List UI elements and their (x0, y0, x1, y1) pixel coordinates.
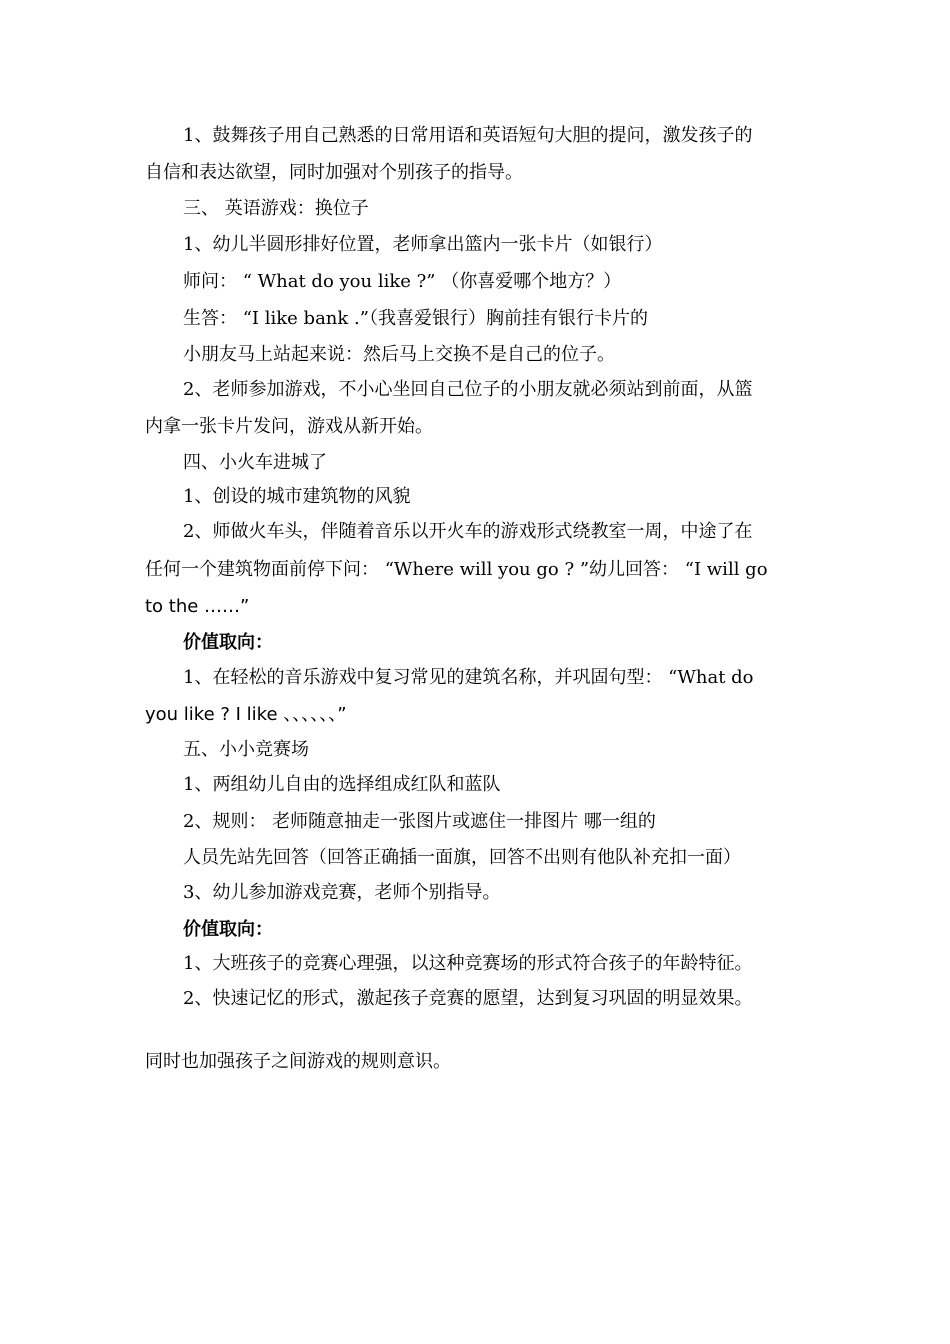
paragraph-line: 1、创设的城市建筑物的风貌 (183, 486, 411, 507)
paragraph-line: 2、师做火车头，伴随着音乐以开火车的游戏形式绕教室一周，中途了在 (183, 521, 753, 542)
paragraph-line: you like ? I like 、、、、、、” (145, 704, 347, 725)
paragraph-line: 1、在轻松的音乐游戏中复习常见的建筑名称，并巩固句型： “What do (183, 667, 754, 688)
paragraph-line: to the ……” (145, 596, 250, 617)
section-heading: 四、小火车进城了 (183, 452, 327, 473)
section-heading: 三、 英语游戏：换位子 (183, 198, 369, 219)
paragraph-line: 2、快速记忆的形式，激起孩子竞赛的愿望，达到复习巩固的明显效果。 (183, 988, 753, 1009)
paragraph-line: 师问： “ What do you like ?” （你喜爱哪个地方？） (183, 271, 622, 292)
value-orientation-heading: 价值取向： (183, 919, 273, 940)
paragraph-line: 生答： “I like bank .”（我喜爱银行）胸前挂有银行卡片的 (183, 308, 648, 329)
paragraph-line: 1、幼儿半圆形排好位置，老师拿出篮内一张卡片（如银行） (183, 234, 663, 255)
value-orientation-heading: 价值取向： (183, 632, 273, 653)
paragraph-line: 自信和表达欲望，同时加强对个别孩子的指导。 (145, 162, 523, 183)
paragraph-line: 1、鼓舞孩子用自己熟悉的日常用语和英语短句大胆的提问，激发孩子的 (183, 125, 753, 146)
paragraph-line: 小朋友马上站起来说：然后马上交换不是自己的位子。 (183, 344, 615, 365)
paragraph-line: 内拿一张卡片发问，游戏从新开始。 (145, 416, 433, 437)
paragraph-line: 1、两组幼儿自由的选择组成红队和蓝队 (183, 774, 501, 795)
paragraph-line: 任何一个建筑物面前停下问： “Where will you go ? ”幼儿回答： “I will go (145, 559, 768, 580)
paragraph-line: 同时也加强孩子之间游戏的规则意识。 (145, 1051, 451, 1072)
paragraph-line: 2、规则： 老师随意抽走一张图片或遮住一排图片 哪一组的 (183, 811, 656, 832)
paragraph-line: 3、幼儿参加游戏竞赛，老师个别指导。 (183, 882, 501, 903)
paragraph-line: 2、老师参加游戏，不小心坐回自己位子的小朋友就必须站到前面，从篮 (183, 379, 753, 400)
paragraph-line: 人员先站先回答（回答正确插一面旗，回答不出则有他队补充扣一面） (183, 847, 741, 868)
section-heading: 五、小小竞赛场 (183, 739, 309, 760)
paragraph-line: 1、大班孩子的竞赛心理强，以这种竞赛场的形式符合孩子的年龄特征。 (183, 953, 753, 974)
